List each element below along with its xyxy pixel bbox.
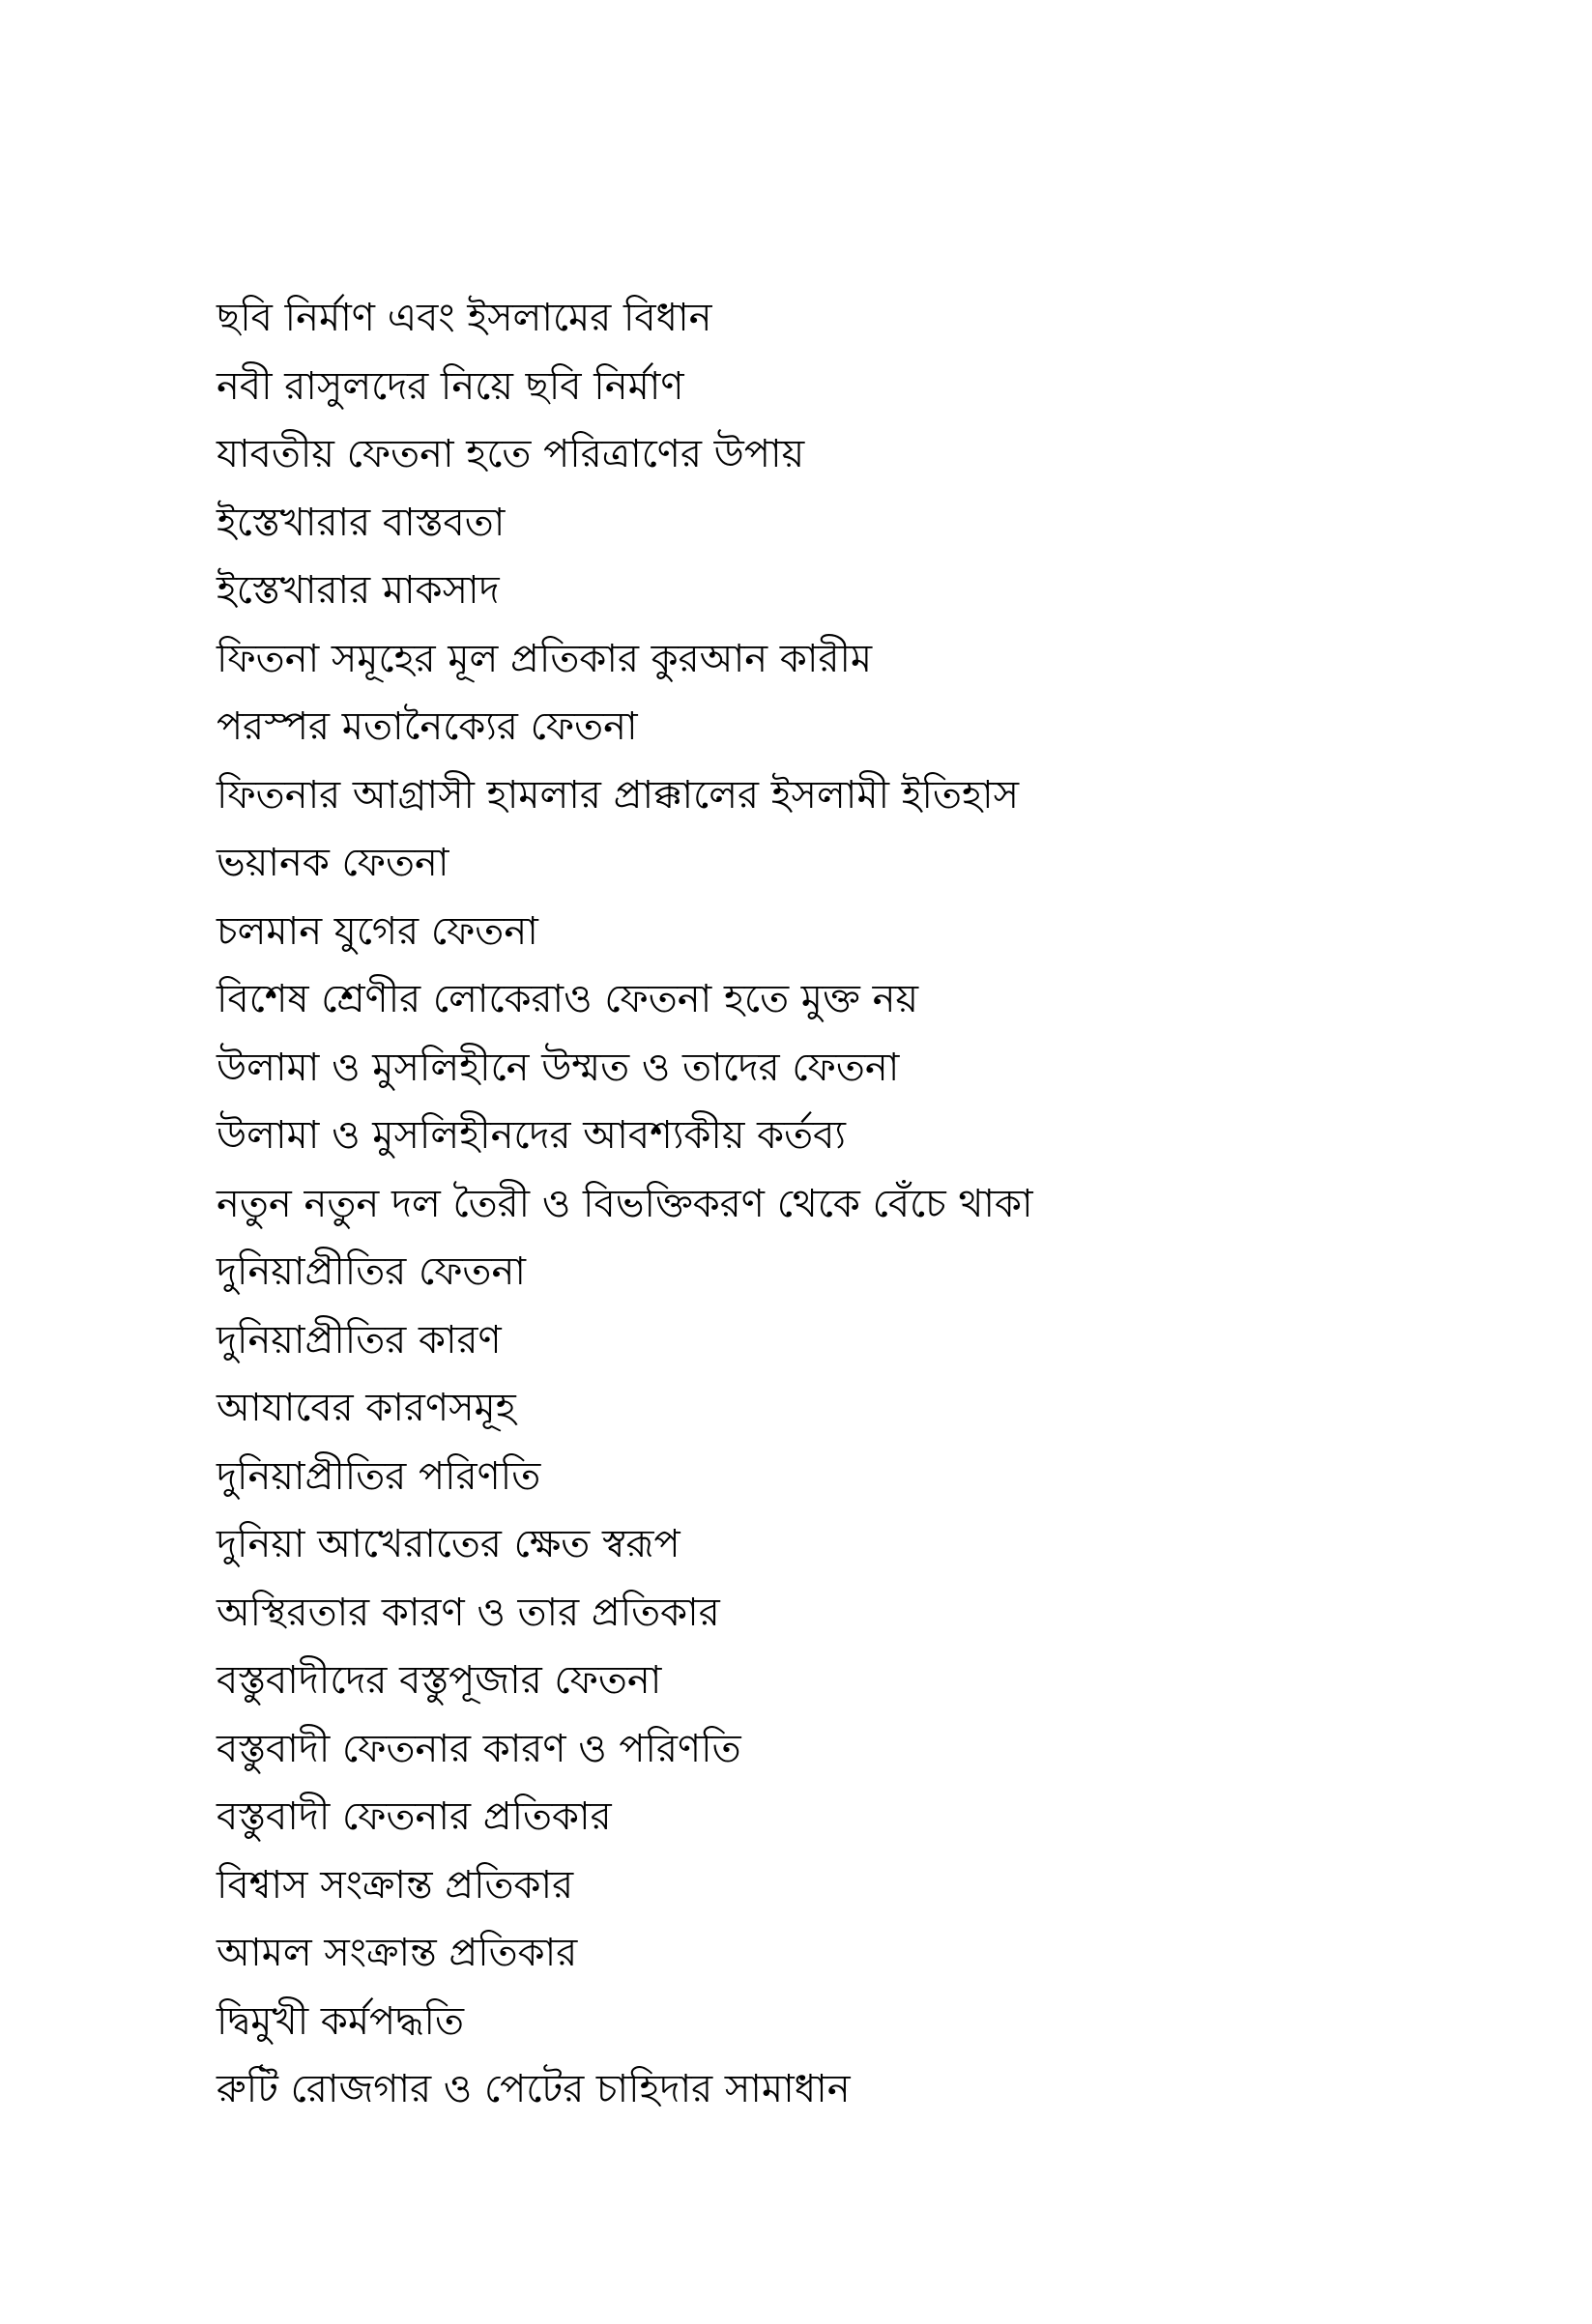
contents-item: চলমান যুগের ফেতনা xyxy=(217,908,538,954)
contents-item: উলামা ও মুসলিহীনদের আবশ্যকীয় কর্তব্য xyxy=(217,1113,847,1158)
contents-item: বস্তুবাদী ফেতনার কারণ ও পরিণতি xyxy=(217,1726,741,1771)
contents-item: বিশেষ শ্রেণীর লোকেরাও ফেতনা হতে মুক্ত নয় xyxy=(217,977,919,1021)
contents-item: নতুন নতুন দল তৈরী ও বিভক্তিকরণ থেকে বেঁচে থাকা xyxy=(217,1181,1033,1226)
contents-item: ভয়ানক ফেতনা xyxy=(217,841,449,885)
contents-item: দুনিয়াপ্রীতির পরিণতি xyxy=(217,1453,541,1499)
contents-item: রুটি রোজগার ও পেটের চাহিদার সামাধান xyxy=(217,2067,851,2111)
contents-item: ফিতনার আগ্রাসী হামলার প্রাক্কালের ইসলামী ইতিহাস xyxy=(217,772,1020,818)
contents-item: বস্তুবাদীদের বস্তুপূজার ফেতনা xyxy=(217,1658,662,1703)
contents-item: আযাবের কারণসমূহ xyxy=(217,1386,516,1430)
contents-item: পরস্পর মতানৈক্যের ফেতনা xyxy=(217,704,638,749)
contents-item: নবী রাসুলদের নিয়ে ছবি নির্মাণ xyxy=(217,363,684,409)
contents-item: ফিতনা সমূহের মূল প্রতিকার কুরআন কারীম xyxy=(217,636,873,681)
contents-item: দ্বিমুখী কর্মপদ্ধতি xyxy=(217,1998,464,2044)
contents-item: আমল সংক্রান্ত প্রতিকার xyxy=(217,1931,578,1975)
contents-item: দুনিয়াপ্রীতির ফেতনা xyxy=(217,1249,526,1294)
contents-item: ছবি নির্মাণ এবং ইসলামের বিধান xyxy=(217,296,712,340)
contents-item: উলামা ও মুসলিহীনে উম্মত ও তাদের ফেতনা xyxy=(217,1045,900,1090)
contents-item: বস্তুবাদী ফেতনার প্রতিকার xyxy=(217,1794,612,1839)
contents-item: যাবতীয় ফেতনা হতে পরিত্রাণের উপায় xyxy=(217,432,805,476)
contents-item: অস্থিরতার কারণ ও তার প্রতিকার xyxy=(217,1590,720,1635)
contents-item: ইস্তেখারার বাস্তবতা xyxy=(217,500,506,545)
contents-item: বিশ্বাস সংক্রান্ত প্রতিকার xyxy=(217,1862,574,1908)
contents-list xyxy=(217,284,1033,2124)
contents-item: দুনিয়াপ্রীতির কারণ xyxy=(217,1317,502,1363)
contents-item: ইস্তেখারার মাকসাদ xyxy=(217,568,500,613)
contents-item: দুনিয়া আখেরাতের ক্ষেত স্বরূপ xyxy=(217,1522,680,1566)
